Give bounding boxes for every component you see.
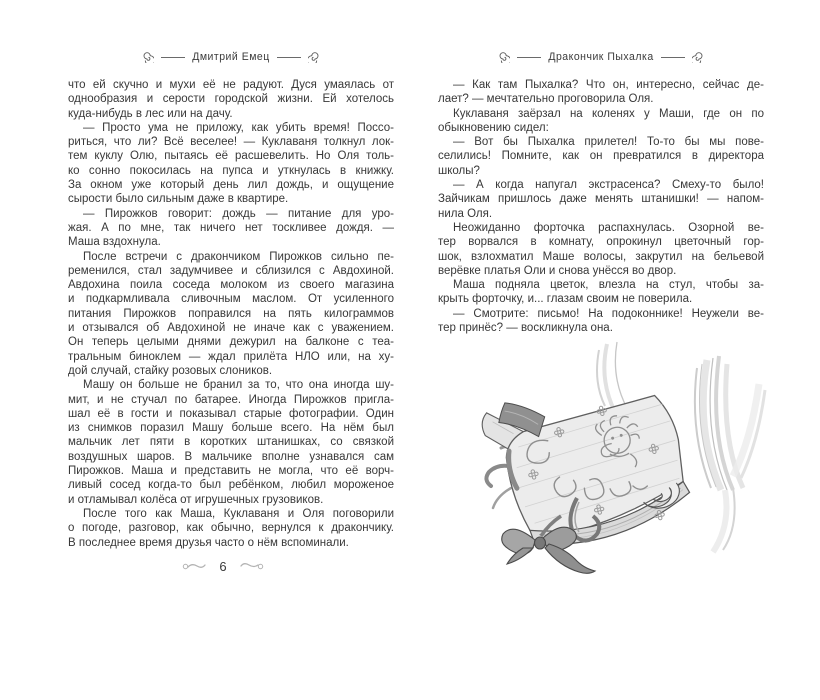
- text-line: шал её в гости и показывал старые фотографии. Один: [68, 407, 394, 420]
- paragraph: [68, 207, 394, 250]
- paragraph: [438, 221, 764, 278]
- text-line: — Пирожков говорит: дождь — питание для уро-: [83, 207, 394, 220]
- text-line: дой случай, стайку розовых слоников.: [68, 364, 273, 377]
- right-page-text: [438, 78, 764, 335]
- book-title: Дракончик Пыхалка: [548, 50, 654, 64]
- text-line: воздушных шаров. В мальчике вполне узнавался сам: [68, 450, 394, 463]
- text-line: ременился, стал задумчивее и сблизился с Авдохиной.: [68, 264, 394, 277]
- text-line: — Просто ума не приложу, как убить время! Поссо-: [83, 121, 394, 134]
- text-line: После того как Маша, Куклаваня и Оля поговорили: [83, 507, 394, 520]
- paragraph: [68, 507, 394, 550]
- spiral-ornament-icon: [499, 52, 510, 63]
- spiral-ornament-icon: [692, 52, 703, 63]
- squiggle-ornament-icon: [240, 562, 264, 571]
- text-line: Маша подняла цветок, влезла на стул, чтобы за-: [453, 279, 764, 292]
- text-line: тральным биноклем — ждал прилёта НЛО или, на ху-: [68, 350, 394, 363]
- text-line: — Как там Пыхалка? Что он, интересно, сейчас де-: [453, 79, 764, 91]
- text-line: — Вот бы Пыхалка прилетел! То-то бы мы пове-: [453, 136, 764, 149]
- text-line: о погоде, разговор, как обычно, вернулся к дракончику.: [68, 522, 394, 535]
- text-line: лает? — мечтательно проговорила Оля.: [438, 93, 654, 106]
- header-rule: [517, 57, 541, 58]
- text-line: За окном уже который день лил дождь, и ощущение: [68, 179, 394, 192]
- paragraph: [68, 121, 394, 207]
- page-number: 6: [219, 559, 227, 574]
- text-line: тем куклу Олю, пытаясь её расшевелить. Но Оля толь-: [68, 150, 394, 163]
- text-line: Авдохина поила соседа молоком из своего магазина: [68, 279, 394, 292]
- left-page-text: [68, 78, 394, 550]
- text-line: питания Пирожков поправился на пять килограммов: [68, 307, 394, 320]
- text-line: тер принёс? — воскликнула она.: [438, 322, 613, 335]
- paragraph: [438, 107, 764, 136]
- text-line: Он теперь целыми днями дежурил на балконе с теа-: [68, 336, 394, 349]
- author-name: Дмитрий Емец: [192, 50, 270, 64]
- header-rule: [277, 57, 301, 58]
- text-line: сырости было сильным даже в квартире.: [68, 193, 289, 206]
- text-line: крыть форточку, и... глазам своим не поверила.: [438, 293, 693, 306]
- spiral-ornament-icon: [143, 52, 154, 63]
- text-line: жая. А по мне, так ничего нет тоскливее дождя. —: [68, 221, 394, 234]
- text-line: из снимков поразил Машу больше всего. На нём был: [68, 422, 394, 435]
- text-line: — Смотрите: письмо! На подоконнике! Неужели ве-: [453, 307, 764, 320]
- text-line: нила Оля.: [438, 207, 493, 220]
- left-page-footer: [68, 559, 378, 574]
- text-line: и подкармливала сливочным маслом. От усиленного: [68, 293, 394, 306]
- text-line: школы?: [438, 164, 480, 177]
- squiggle-ornament-icon: [182, 562, 206, 571]
- scroll-letter-illustration: [475, 340, 775, 590]
- text-line: Маша вздохнула.: [68, 236, 161, 249]
- paragraph: [438, 278, 764, 307]
- text-line: селились! Помните, как он превратился в директора: [438, 150, 764, 163]
- header-rule: [161, 57, 185, 58]
- right-running-header: [438, 49, 764, 65]
- text-line: и отзывался об Авдохиной не иначе как с уважением.: [68, 322, 394, 335]
- header-rule: [661, 57, 685, 58]
- paragraph: [68, 250, 394, 379]
- text-line: и отламывал колёса от игрушечных грузовиков.: [68, 493, 324, 506]
- paragraph: [438, 307, 764, 336]
- text-line: однообразия и серости городской жизни. Ей хотелось: [68, 93, 394, 106]
- text-line: тер ворвался в комнату, опрокинул цветочный гор-: [438, 236, 764, 249]
- spiral-ornament-icon: [308, 52, 319, 63]
- text-line: шок, взлохматил Маше волосы, закрутил на бельевой: [438, 250, 764, 263]
- text-line: Неожиданно форточка распахнулась. Озорной ве-: [453, 221, 764, 234]
- text-line: В последнее время друзья часто о нём вспоминали.: [68, 536, 349, 549]
- text-line: риться, что ли? Всё веселее! — Куклаваня толкнул лок-: [68, 136, 394, 149]
- paragraph: [438, 78, 764, 107]
- text-line: мальчик лет пяти в коротких штанишках, со связкой: [68, 436, 394, 449]
- text-line: куда-нибудь в лес или на дачу.: [68, 107, 233, 120]
- text-line: что ей скучно и мухи её не радуют. Дуся умаялась от: [68, 79, 394, 91]
- text-line: мит, и не стучал по батарее. Иногда Пирожков пригла-: [68, 393, 394, 406]
- paragraph: [68, 378, 394, 507]
- paragraph: [438, 135, 764, 178]
- paragraph: [438, 178, 764, 221]
- text-line: — А когда напугал экстрасенса? Смеху-то было!: [453, 179, 764, 192]
- text-line: ко сонно покосилась на пупса и уткнулась в книжку.: [68, 164, 394, 177]
- text-line: Зайчикам пришлось даже менять штанишки! — напом-: [438, 193, 764, 206]
- left-running-header: [68, 49, 394, 65]
- text-line: После встречи с дракончиком Пирожков сильно пе-: [83, 250, 394, 263]
- text-line: обыкновению сидел:: [438, 121, 549, 134]
- text-line: верёвке платья Оли и снова унёсся во двор.: [438, 264, 677, 277]
- text-line: Пирожков. Маша и представить не могла, что её ворч-: [68, 465, 394, 478]
- paragraph: [68, 78, 394, 121]
- text-line: Куклаваня заёрзал на коленях у Маши, где он по: [453, 107, 764, 120]
- text-line: Машу он больше не бранил за то, что она иногда шу-: [83, 379, 394, 392]
- text-line: ливый сосед когда-то был ребёнком, любил мороженое: [68, 479, 394, 492]
